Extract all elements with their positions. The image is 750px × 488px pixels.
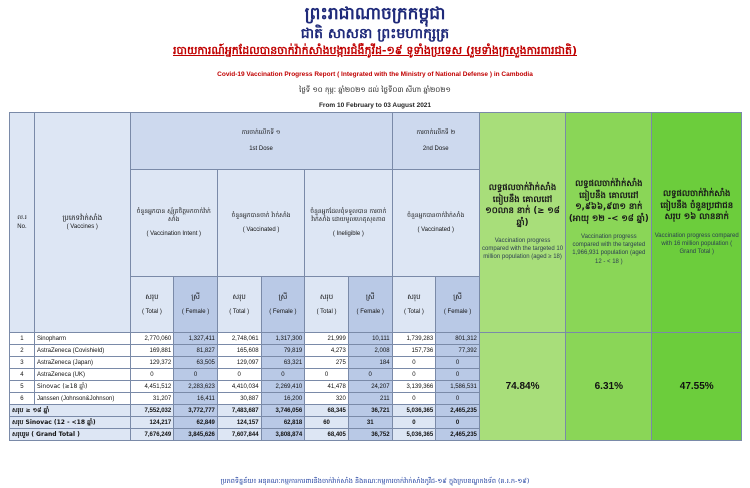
total-col: សរុប ( Total ): [130, 277, 174, 333]
vaccine-name: AstraZeneca (Covishield): [34, 345, 130, 357]
table-row: 1 Sinopharm 2,770,060 1,327,411 2,748,061 1,317,300 21,999 10,111 1,739,283 801,312 74.84% 6.31% 47.55%: [10, 333, 742, 345]
total-row-sinovac-youth: សរុប Sinovac (12 - <18 ឆ្នាំ) 124,217 62,849 124,157 62,818 60 31 0 0: [10, 417, 742, 429]
progress-header-youth: លទ្ធផលចាក់វ៉ាក់សាំង ធៀបនឹង គោលដៅ ១,៩៦៦,៩៣១ នាក់ (អាយុ ១២ -< ១៨ ឆ្នាំ) Vaccination progress compared with the targeted 1,966,931 population (aged 12 - < 18 ): [566, 113, 652, 333]
vaccination-table: [9, 112, 742, 441]
kingdom-title: ព្រះរាជាណាចក្រកម្ពុជា: [304, 4, 446, 24]
report-title-km: របាយការណ៍អ្នកដែលបានចាក់វ៉ាក់សាំងបង្ការជំងឺកូវីដ-១៩ ទូទាំងប្រទេស (រួមទាំងក្រសួងការពារជាតិ): [172, 44, 577, 57]
report-title-en: Covid-19 Vaccination Progress Report ( Integrated with the Ministry of National Defense ) in Cambodia: [217, 71, 533, 78]
dose2-header: ការចាក់លើកទី ២ 2nd Dose: [392, 113, 479, 170]
total-col: សរុប ( Total ): [217, 277, 261, 333]
progress-youth-value: 6.31%: [566, 333, 652, 441]
vaccine-name: AstraZeneca (UK): [34, 369, 130, 381]
motto: ជាតិ សាសនា ព្រះមហាក្សត្រ: [300, 26, 450, 42]
report-date-en: From 10 February to 03 August 2021: [318, 102, 432, 109]
total-col: សរុប ( Total ): [305, 277, 349, 333]
table-row: 2 AstraZeneca (Covishield) 169,881 81,827 165,608 79,819 4,273 2,008 157,736 77,392: [10, 345, 742, 357]
total-col: សរុប ( Total ): [392, 277, 436, 333]
vaccine-name: Sinovac (≥18 ឆ្នាំ): [34, 381, 130, 393]
table-row: 6 Janssen (Johnson&Johnson) 31,207 16,411 30,887 16,200 320 211 0 0: [10, 393, 742, 405]
dose1-header: ការចាក់លើកទី ១ 1st Dose: [130, 113, 392, 170]
data-source-note: ប្រភពទិន្នន័យ៖ អនុគណៈកម្មការការពារនិងចាក់វ៉ាក់សាំង និងគណៈកម្មការចាក់វ៉ាក់សាំងកូវីដ-១៩ ក្នុងក្របខណ្ឌកងទ័ព (គ.រ.ក-១៩): [220, 477, 530, 485]
female-col: ស្រី ( Female ): [174, 277, 218, 333]
report-date-km: ថ្ងៃទី ១០ កុម្ភៈ ឆ្នាំ២០២១ ដល់ ថ្ងៃទី០៣ សីហា ឆ្នាំ២០២១: [299, 86, 451, 94]
total-row-adult: សរុប ≥ ១៨ ឆ្នាំ 7,552,032 3,772,777 7,483,687 3,746,056 68,345 36,721 5,036,365 2,465,235: [10, 405, 742, 417]
vaccinated1-header: ចំនួនអ្នកបានចាក់ វ៉ាក់សាំង ( Vaccinated ): [217, 170, 304, 277]
progress-header-total: លទ្ធផលចាក់វ៉ាក់សាំង ធៀបនឹង ចំនួនប្រជាជន សរុប ១៦ លាននាក់ Vaccination progress compared with 16 million population ( Grand Total ): [652, 113, 742, 333]
vaccine-name: AstraZeneca (Japan): [34, 357, 130, 369]
grand-total-row: សរុបរួម ( Grand Total ) 7,676,249 3,845,626 7,607,844 3,808,874 68,405 36,752 5,036,365 2,465,235: [10, 429, 742, 441]
vaccinated2-header: ចំនួនអ្នកបានចាក់វ៉ាក់សាំង ( Vaccinated ): [392, 170, 479, 277]
progress-header-adult: លទ្ធផលចាក់វ៉ាក់សាំង ធៀបនឹង គោលដៅ ១០លាន នាក់ (≥ ១៨ ឆ្នាំ) Vaccination progress compared with the targeted 10 million population (aged ≥ 18): [479, 113, 565, 333]
table-row: 5 Sinovac (≥18 ឆ្នាំ) 4,451,512 2,283,623 4,410,034 2,269,410 41,478 24,207 3,139,366 1,586,531: [10, 381, 742, 393]
table-row: 3 AstraZeneca (Japan) 129,372 63,505 129,097 63,321 275 184 0 0: [10, 357, 742, 369]
no-header: ល.រ No.: [10, 113, 35, 333]
intent-header: ចំនួនអ្នកបាន ស្ម័គ្រចិត្តមកចាក់វ៉ាក់សាំង ( Vaccination Intent ): [130, 170, 217, 277]
table-row: 4 AstraZeneca (UK) 0 0 0 0 0 0 0 0: [10, 369, 742, 381]
female-col: ស្រី ( Female ): [348, 277, 392, 333]
ineligible-header: ចំនួនអ្នកដែលពុំទទួលបាន ការចាក់វ៉ាក់សាំង ដោយមូលហេតុសុខភាព ( Ineligible ): [305, 170, 392, 277]
progress-adult-value: 74.84%: [479, 333, 565, 441]
female-col: ស្រី ( Female ): [261, 277, 305, 333]
vaccine-name: Janssen (Johnson&Johnson): [34, 393, 130, 405]
vaccine-name: Sinopharm: [34, 333, 130, 345]
progress-total-value: 47.55%: [652, 333, 742, 441]
vaccine-header: ប្រភេទវ៉ាក់សាំង ( Vaccines ): [34, 113, 130, 333]
female-col: ស្រី ( Female ): [436, 277, 480, 333]
